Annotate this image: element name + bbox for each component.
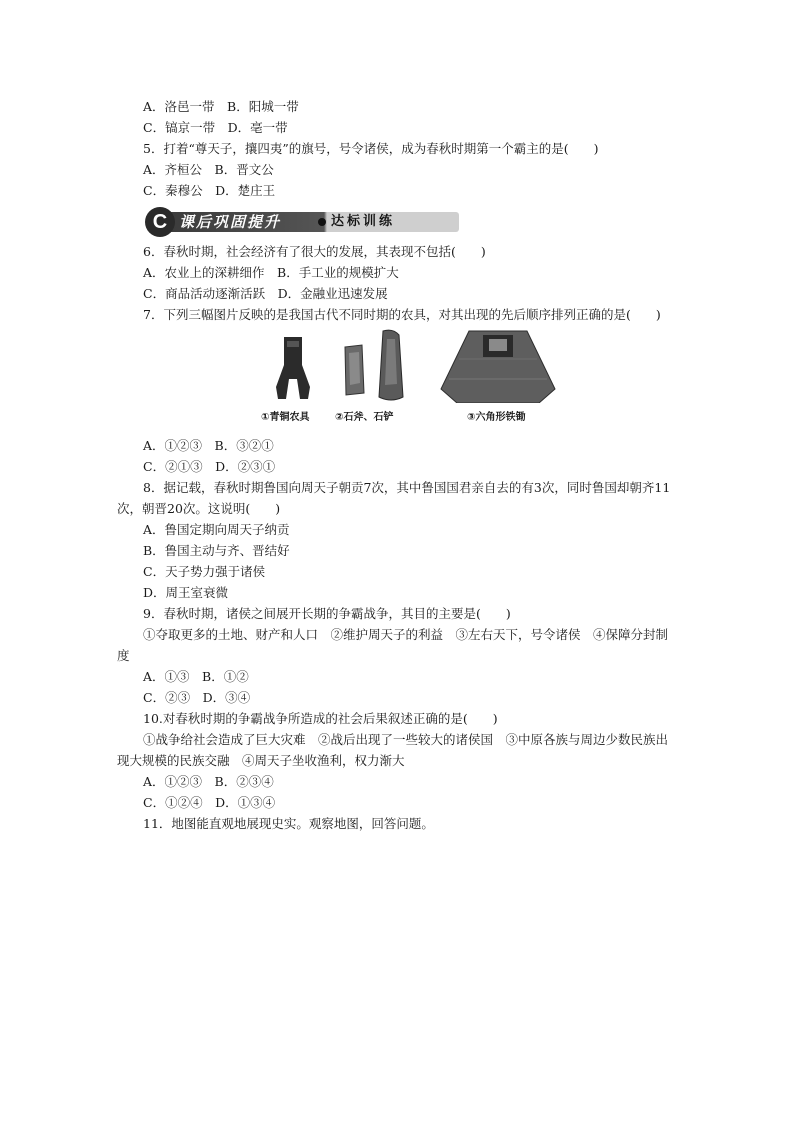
q7-stem: 7．下列三幅图片反映的是我国古代不同时期的农具，对其出现的先后顺序排列正确的是( ) bbox=[143, 307, 661, 322]
q9-option-ab: A．①③ B．①② bbox=[143, 669, 249, 684]
q10-option-ab: A．①②③ B．②③④ bbox=[143, 774, 274, 789]
worksheet bbox=[117, 96, 679, 834]
q10-stem: 10.对春秋时期的争霸战争所造成的社会后果叙述正确的是( ) bbox=[143, 711, 498, 726]
q7-caption-1: ①青铜农具 bbox=[261, 412, 310, 423]
q10-items: ①战争给社会造成了巨大灾难 ②战后出现了一些较大的诸侯国 ③中原各族与周边少数民族出现大规模的民族交融 ④周天子坐收渔利，权力渐大 bbox=[117, 732, 669, 768]
q7-caption-3: ③六角形铁锄 bbox=[467, 412, 526, 423]
q7-caption-2: ②石斧、石铲 bbox=[335, 412, 394, 423]
q7-option-cd: C．②①③ D．②③① bbox=[143, 459, 276, 474]
q10-option-cd: C．①②④ D．①③④ bbox=[143, 795, 276, 810]
q9-items: ①夺取更多的土地、财产和人口 ②维护周天子的利益 ③左右天下，号令诸侯 ④保障分封制度 bbox=[117, 627, 669, 663]
q4-option-ab: A．洛邑一带 B．阳城一带 bbox=[143, 99, 299, 114]
q7-option-ab: A．①②③ B．③②① bbox=[143, 438, 274, 453]
q4-option-cd: C．镐京一带 D．亳一带 bbox=[143, 120, 288, 135]
section-banner bbox=[145, 207, 461, 237]
banner-title: 课后巩固提升 bbox=[179, 213, 282, 231]
stone-axe-image bbox=[342, 343, 366, 397]
q8-option-a: A．鲁国定期向周天子纳贡 bbox=[143, 522, 290, 537]
banner-badge-icon: C bbox=[145, 207, 175, 237]
q5-option-cd: C．秦穆公 D．楚庄王 bbox=[143, 183, 276, 198]
stone-spade-image bbox=[375, 329, 407, 403]
q6-option-cd: C．商品活动逐渐活跃 D．金融业迅速发展 bbox=[143, 286, 388, 301]
bronze-tool-image bbox=[272, 335, 314, 401]
q8-option-c: C．天子势力强于诸侯 bbox=[143, 564, 266, 579]
q9-stem: 9．春秋时期，诸侯之间展开长期的争霸战争，其目的主要是( ) bbox=[143, 606, 511, 621]
q8-stem: 8．据记载，春秋时期鲁国向周天子朝贡7次，其中鲁国国君亲自去的有3次，同时鲁国却朝齐11次，朝晋20次。这说明( ) bbox=[117, 480, 671, 516]
q8-option-b: B．鲁国主动与齐、晋结好 bbox=[143, 543, 290, 558]
iron-hoe-image bbox=[439, 329, 557, 403]
banner-subtitle: 达标训练 bbox=[331, 214, 396, 229]
q9-option-cd: C．②③ D．③④ bbox=[143, 690, 251, 705]
q6-option-ab: A．农业上的深耕细作 B．手工业的规模扩大 bbox=[143, 265, 399, 280]
q5-option-ab: A．齐桓公 B．晋文公 bbox=[143, 162, 274, 177]
q7-figure bbox=[117, 329, 679, 429]
q11-stem: 11．地图能直观地展现史实。观察地图，回答问题。 bbox=[143, 816, 434, 831]
q5-stem: 5．打着“尊天子，攘四夷”的旗号，号令诸侯，成为春秋时期第一个霸主的是( ) bbox=[143, 141, 599, 156]
q8-option-d: D．周王室衰微 bbox=[143, 585, 229, 600]
q6-stem: 6．春秋时期，社会经济有了很大的发展，其表现不包括( ) bbox=[143, 244, 486, 259]
banner-dot-icon bbox=[318, 218, 326, 226]
